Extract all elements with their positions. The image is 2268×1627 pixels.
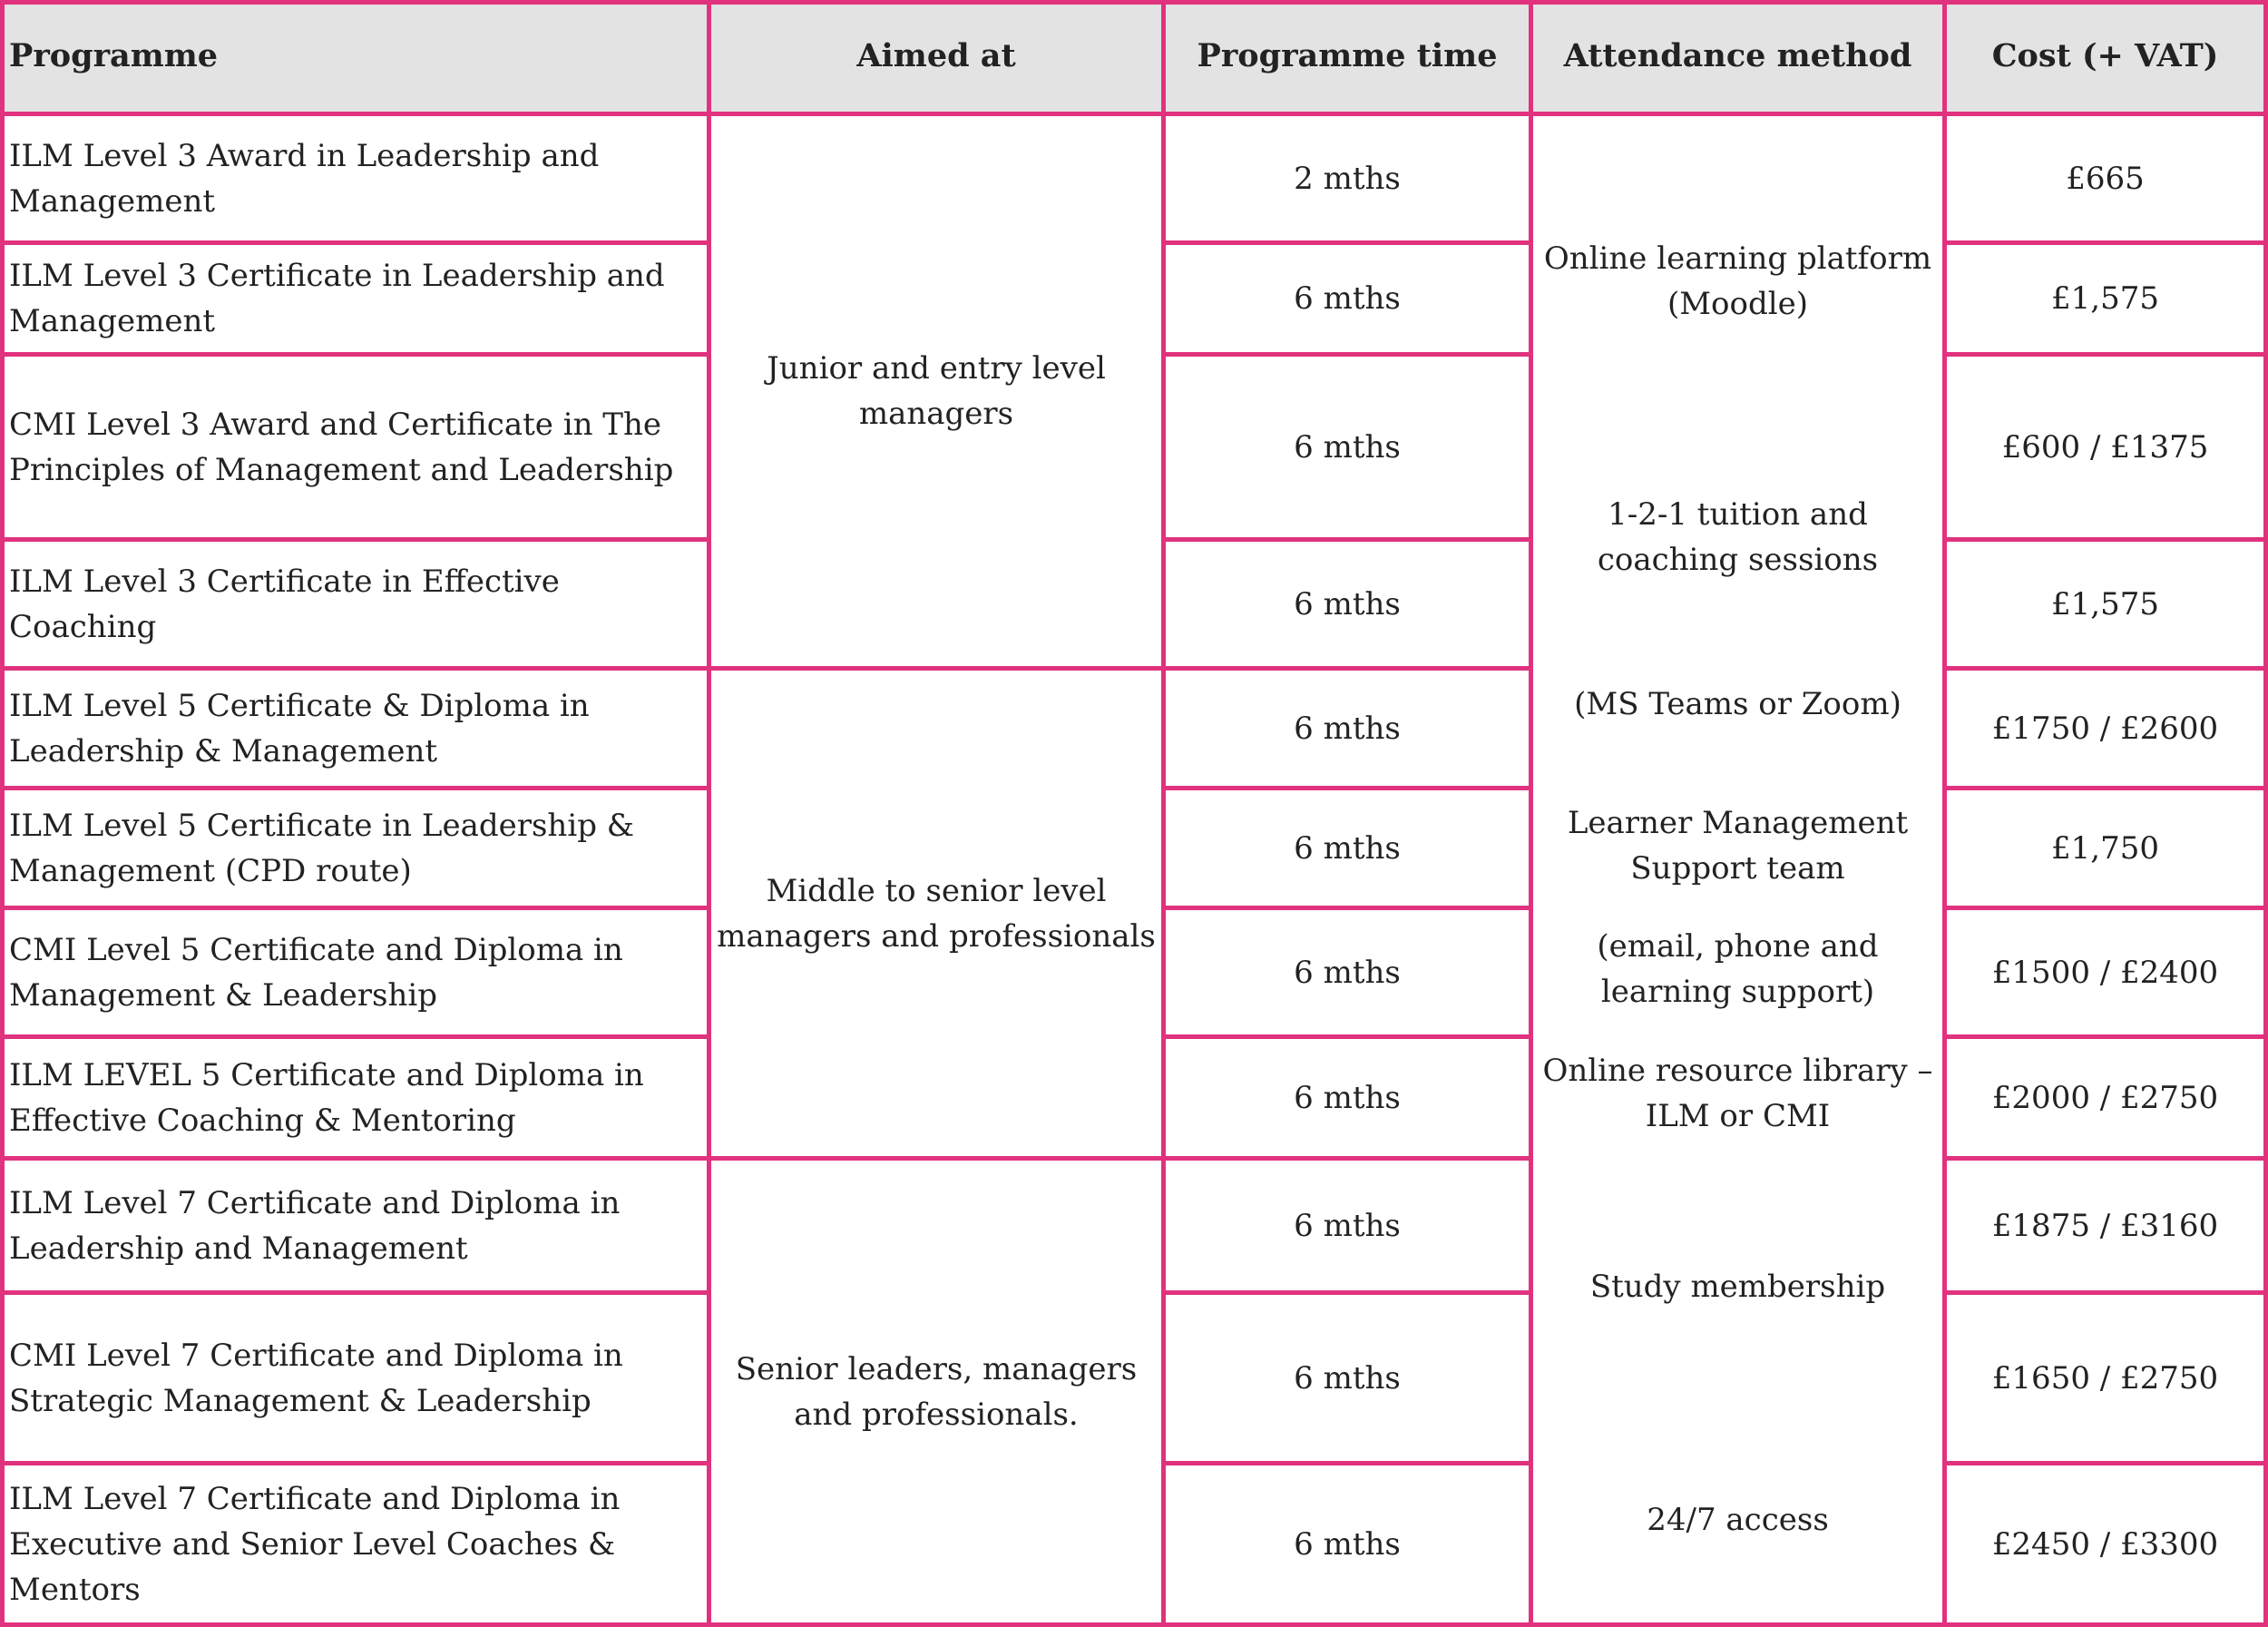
- attendance-platform: Online learning platform (Moodle): [1543, 240, 1932, 322]
- row-divider: [1161, 1156, 1533, 1161]
- cost-cell: £665: [2066, 160, 2145, 197]
- row-divider: [1942, 1290, 2268, 1295]
- table-border-bottom: [0, 1622, 2268, 1627]
- row-divider: [1161, 1461, 1533, 1465]
- row-divider: [1942, 537, 2268, 542]
- attendance-access: 24/7 access: [1647, 1502, 1829, 1538]
- row-divider: [1161, 786, 1533, 790]
- cost-cell: £1,750: [2051, 829, 2159, 867]
- cost-cell: £2000 / £2750: [1991, 1079, 2219, 1116]
- aimed-at-junior: Junior and entry level managers: [767, 350, 1106, 432]
- row-divider: [1161, 1290, 1533, 1295]
- programme-time-cell: 6 mths: [1294, 1207, 1401, 1244]
- row-divider: [1161, 537, 1533, 542]
- programme-time-cell: 6 mths: [1294, 585, 1401, 622]
- header-divider: [0, 112, 2268, 116]
- programme-cell: CMI Level 3 Award and Certificate in The Principles of Management and Leadership: [9, 406, 674, 488]
- row-divider: [0, 1461, 711, 1465]
- programme-cell: CMI Level 7 Certificate and Diploma in Strategic Management & Leadership: [9, 1337, 623, 1419]
- row-divider: [1942, 1461, 2268, 1465]
- cost-cell: £1500 / £2400: [1991, 954, 2219, 991]
- programme-time-cell: 6 mths: [1294, 1359, 1401, 1397]
- cost-cell: £1,575: [2051, 585, 2159, 622]
- attendance-tuition: 1-2-1 tuition and coaching sessions: [1597, 496, 1879, 578]
- row-divider: [1942, 666, 2268, 671]
- row-divider: [0, 537, 711, 542]
- row-divider: [1942, 1034, 2268, 1039]
- row-divider: [1942, 1156, 2268, 1161]
- programme-cell: ILM Level 5 Certificate & Diploma in Leadership & Management: [9, 687, 590, 769]
- row-divider: [0, 352, 711, 357]
- programme-time-cell: 6 mths: [1294, 280, 1401, 317]
- programme-cell: ILM Level 3 Award in Leadership and Management: [9, 137, 600, 220]
- aimed-at-middle: Middle to senior level managers and professionals: [717, 872, 1156, 955]
- row-divider: [1161, 1034, 1533, 1039]
- header-cost: Cost (+ VAT): [1991, 36, 2219, 74]
- attendance-tools: (MS Teams or Zoom): [1574, 686, 1901, 722]
- attendance-support-channels: (email, phone and learning support): [1597, 928, 1879, 1010]
- programme-cell: ILM Level 5 Certificate in Leadership & Management (CPD route): [9, 807, 635, 889]
- attendance-library: Online resource library – ILM or CMI: [1542, 1053, 1933, 1134]
- programme-cell: ILM Level 7 Certificate and Diploma in Executive and Senior Level Coaches & Mentors: [9, 1480, 621, 1608]
- programme-cell: ILM LEVEL 5 Certificate and Diploma in Effective Coaching & Mentoring: [9, 1056, 644, 1139]
- row-divider: [1161, 240, 1533, 245]
- cost-cell: £1650 / £2750: [1991, 1359, 2219, 1397]
- programme-cell: CMI Level 5 Certificate and Diploma in Management & Leadership: [9, 931, 623, 1014]
- row-divider: [1942, 906, 2268, 910]
- programme-time-cell: 6 mths: [1294, 829, 1401, 867]
- cost-cell: £2450 / £3300: [1991, 1525, 2219, 1563]
- row-divider: [1942, 240, 2268, 245]
- cost-cell: £1750 / £2600: [1991, 710, 2219, 747]
- header-programme-time: Programme time: [1197, 36, 1498, 74]
- row-divider: [1942, 786, 2268, 790]
- programme-time-cell: 6 mths: [1294, 954, 1401, 991]
- programme-time-cell: 6 mths: [1294, 428, 1401, 466]
- row-divider: [1161, 666, 1533, 671]
- row-divider: [0, 906, 711, 910]
- row-divider: [0, 240, 711, 245]
- header-aimed-at: Aimed at: [856, 36, 1016, 74]
- aimed-at-senior: Senior leaders, managers and professionals.: [735, 1350, 1138, 1433]
- cost-cell: £600 / £1375: [2001, 428, 2209, 466]
- header-attendance-method: Attendance method: [1563, 36, 1912, 74]
- row-divider: [1942, 352, 2268, 357]
- attendance-support-team: Learner Management Support team: [1567, 805, 1909, 887]
- row-divider: [0, 1034, 711, 1039]
- row-divider: [0, 786, 711, 790]
- group-divider: [707, 666, 1166, 671]
- group-divider: [707, 1156, 1166, 1161]
- table-border-top: [0, 0, 2268, 5]
- attendance-membership: Study membership: [1589, 1269, 1886, 1305]
- programme-cell: ILM Level 3 Certificate in Effective Coaching: [9, 563, 560, 645]
- programme-cell: ILM Level 3 Certificate in Leadership and Management: [9, 258, 665, 339]
- cost-cell: £1875 / £3160: [1991, 1207, 2219, 1244]
- programme-time-cell: 6 mths: [1294, 1079, 1401, 1116]
- row-divider: [0, 1290, 711, 1295]
- row-divider: [1161, 352, 1533, 357]
- programme-time-cell: 2 mths: [1294, 160, 1401, 197]
- programme-cell: ILM Level 7 Certificate and Diploma in Leadership and Management: [9, 1184, 621, 1267]
- row-divider: [0, 666, 711, 671]
- row-divider: [0, 1156, 711, 1161]
- header-programme: Programme: [9, 36, 219, 74]
- cost-cell: £1,575: [2051, 280, 2159, 317]
- programme-time-cell: 6 mths: [1294, 1525, 1401, 1563]
- row-divider: [1161, 906, 1533, 910]
- programme-time-cell: 6 mths: [1294, 710, 1401, 747]
